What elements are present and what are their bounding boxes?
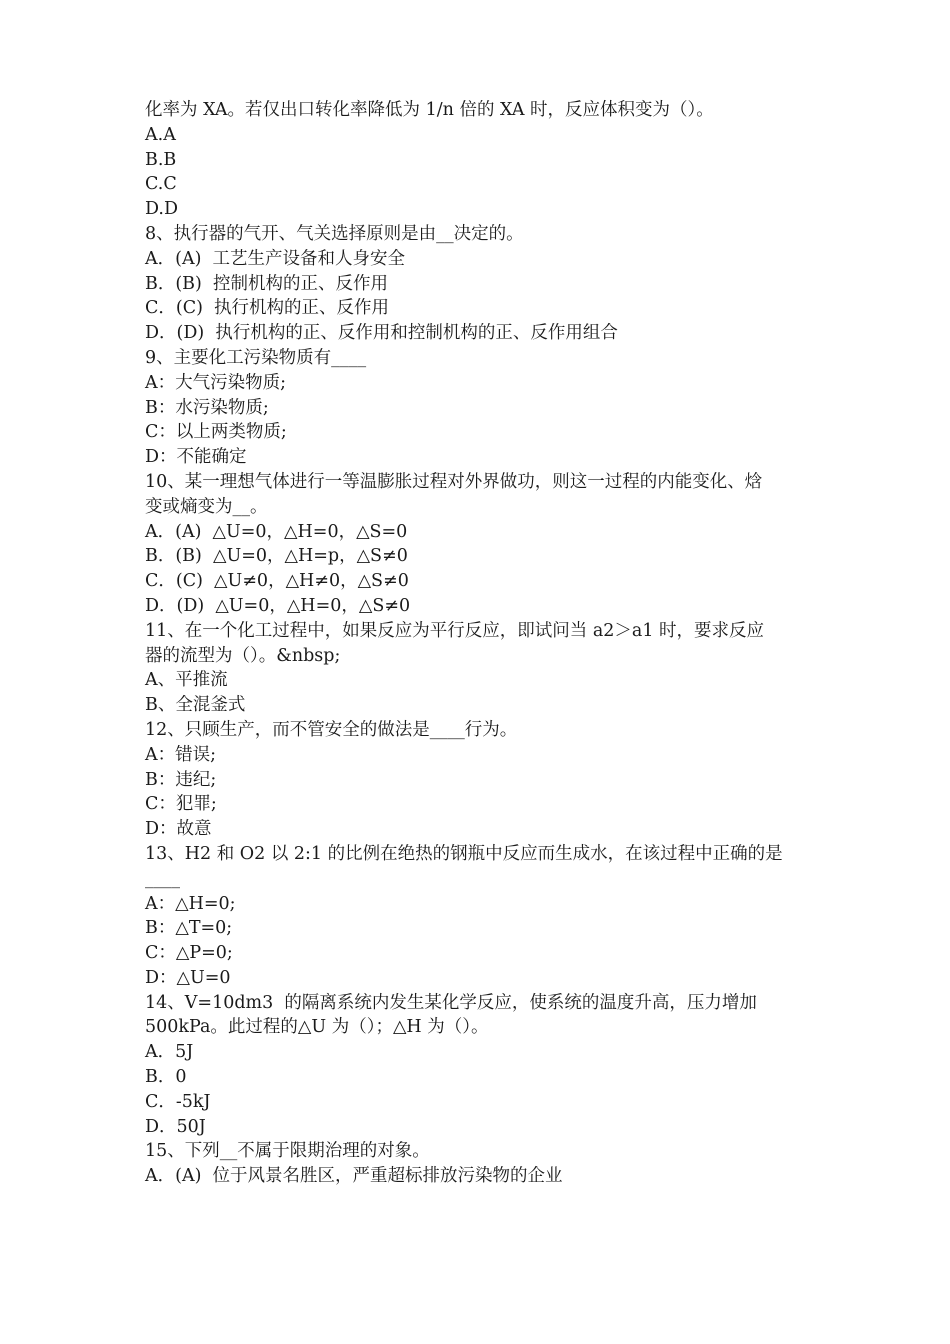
- question-10-option-c: C．(C) △U≠0，△H≠0，△S≠0: [145, 571, 409, 592]
- question-10-text: 10、某一理想气体进行一等温膨胀过程对外界做功，则这一过程的内能变化、焓: [145, 471, 763, 492]
- question-15-option-a: A．(A) 位于风景名胜区，严重超标排放污染物的企业: [145, 1166, 563, 1187]
- question-12-option-a: A：错误;: [145, 744, 217, 765]
- question-10-text-continued: 变或熵变为__。: [145, 496, 268, 517]
- question-12-option-d: D：故意: [145, 819, 212, 840]
- question-14-option-b: B．0: [145, 1067, 187, 1088]
- question-7-text-continued: 化率为 XA。若仅出口转化率降低为 1/n 倍的 XA 时，反应体积变为（）。: [145, 100, 714, 120]
- question-15-text: 15、下列__不属于限期治理的对象。: [145, 1141, 430, 1162]
- question-10-option-a: A．(A) △U=0，△H=0，△S=0: [145, 521, 408, 542]
- question-7-option-d: D.D: [145, 199, 179, 220]
- question-8-option-b: B．(B) 控制机构的正、反作用: [145, 273, 388, 294]
- question-12-text: 12、只顾生产，而不管安全的做法是____行为。: [145, 719, 518, 740]
- question-8-text: 8、执行器的气开、气关选择原则是由__决定的。: [145, 223, 524, 244]
- question-8-option-a: A．(A) 工艺生产设备和人身安全: [145, 248, 406, 269]
- question-13-option-a: A：△H=0;: [145, 893, 236, 914]
- question-12-option-b: B：违纪;: [145, 769, 217, 790]
- question-11-text-continued: 器的流型为（）。&nbsp;: [145, 645, 341, 666]
- question-9-text: 9、主要化工污染物质有____: [145, 347, 367, 368]
- question-14-option-d: D．50J: [145, 1116, 206, 1137]
- question-9-option-b: B：水污染物质;: [145, 397, 269, 418]
- question-11-text: 11、在一个化工过程中，如果反应为平行反应，即试问当 a2＞a1 时，要求反应: [145, 620, 765, 641]
- question-12-option-c: C：犯罪;: [145, 794, 217, 815]
- question-13-option-d: D：△U=0: [145, 967, 231, 988]
- question-13-text-continued: ____: [145, 868, 180, 889]
- question-13-option-c: C：△P=0;: [145, 943, 233, 964]
- question-13-option-b: B：△T=0;: [145, 918, 233, 939]
- question-11-option-a: A、平推流: [145, 670, 228, 691]
- question-14-text-continued: 500kPa。此过程的△U 为（）；△H 为（）。: [145, 1017, 489, 1038]
- question-11-option-b: B、全混釜式: [145, 695, 246, 716]
- question-14-text: 14、V=10dm3 的隔离系统内发生某化学反应，使系统的温度升高，压力增加: [145, 992, 757, 1013]
- question-13-text: 13、H2 和 O2 以 2:1 的比例在绝热的钢瓶中反应而生成水，在该过程中正确的是: [145, 843, 783, 864]
- question-9-option-a: A：大气污染物质;: [145, 372, 287, 393]
- question-7-option-b: B.B: [145, 149, 177, 170]
- question-9-option-c: C：以上两类物质;: [145, 422, 287, 443]
- question-7-option-a: A.A: [145, 124, 176, 145]
- question-9-option-d: D：不能确定: [145, 447, 247, 468]
- question-14-option-c: C．-5kJ: [145, 1091, 211, 1112]
- question-10-option-b: B．(B) △U=0，△H=p，△S≠0: [145, 546, 408, 567]
- document-body: [145, 98, 815, 1189]
- question-8-option-d: D．(D) 执行机构的正、反作用和控制机构的正、反作用组合: [145, 323, 618, 344]
- question-14-option-a: A．5J: [145, 1042, 194, 1063]
- question-10-option-d: D．(D) △U=0，△H=0，△S≠0: [145, 595, 411, 616]
- question-7-option-c: C.C: [145, 174, 177, 195]
- question-8-option-c: C．(C) 执行机构的正、反作用: [145, 298, 390, 319]
